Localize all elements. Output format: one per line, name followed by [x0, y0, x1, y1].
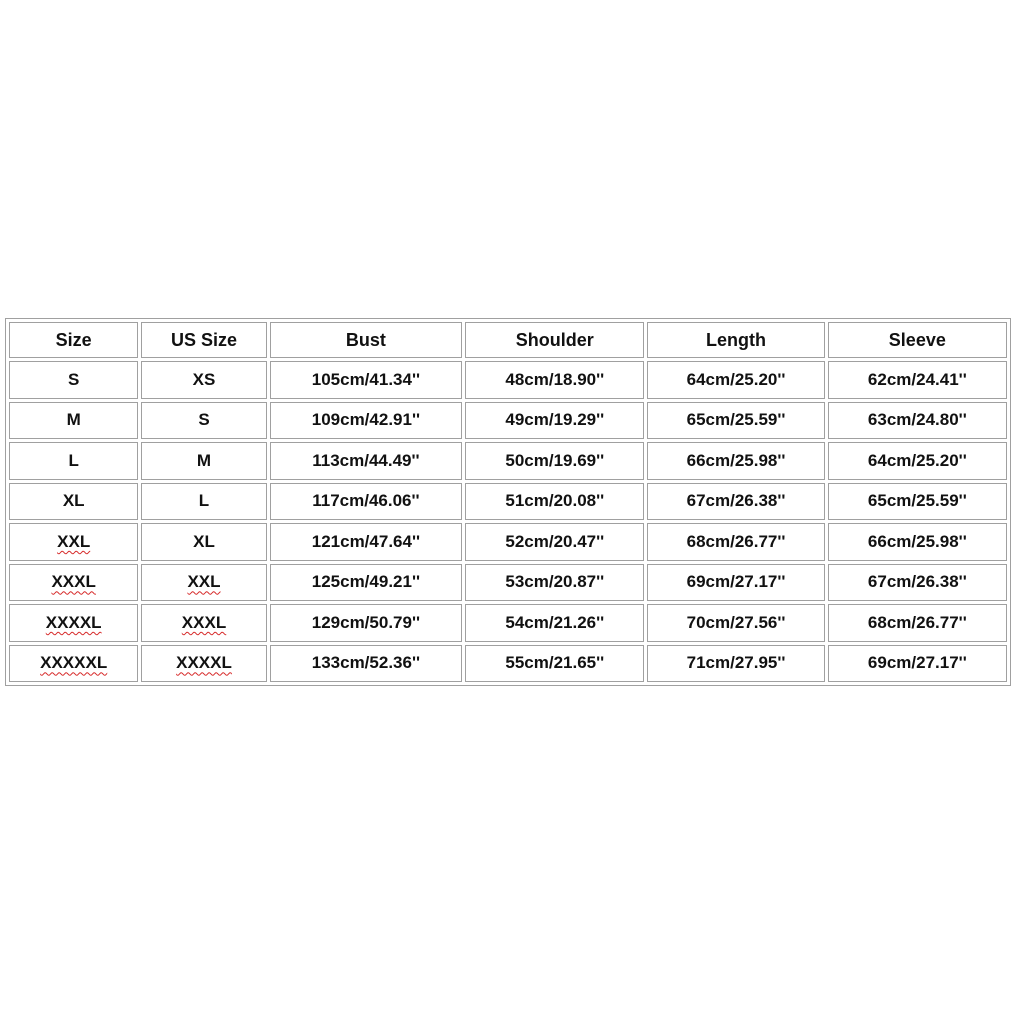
spellcheck-marked-text: XXXXXL	[40, 653, 108, 673]
cell-size: S	[9, 361, 138, 399]
cell-us-size	[141, 604, 266, 642]
cell-sleeve: 69cm/27.17''	[828, 645, 1007, 683]
spellcheck-marked-text: XXXL	[181, 612, 227, 632]
cell-length: 66cm/25.98''	[647, 442, 824, 480]
cell-bust: 105cm/41.34''	[270, 361, 463, 399]
cell-bust: 129cm/50.79''	[270, 604, 463, 642]
cell-us-size: XS	[141, 361, 266, 399]
cell-us-size: L	[141, 483, 266, 521]
cell-us-size	[141, 645, 266, 683]
cell-bust: 121cm/47.64''	[270, 523, 463, 561]
cell-bust: 133cm/52.36''	[270, 645, 463, 683]
cell-us-size	[141, 564, 266, 602]
cell-length: 64cm/25.20''	[647, 361, 824, 399]
cell-sleeve: 68cm/26.77''	[828, 604, 1007, 642]
cell-length: 71cm/27.95''	[647, 645, 824, 683]
spellcheck-marked-text: XXXL	[51, 572, 96, 592]
cell-size: XL	[9, 483, 138, 521]
cell-bust: 117cm/46.06''	[270, 483, 463, 521]
header-length: Length	[647, 322, 824, 358]
header-shoulder: Shoulder	[465, 322, 644, 358]
table-row	[9, 645, 1007, 683]
cell-sleeve: 66cm/25.98''	[828, 523, 1007, 561]
cell-us-size: M	[141, 442, 266, 480]
header-sleeve: Sleeve	[828, 322, 1007, 358]
cell-shoulder: 50cm/19.69''	[465, 442, 644, 480]
table-row	[9, 483, 1007, 521]
cell-shoulder: 54cm/21.26''	[465, 604, 644, 642]
cell-length: 67cm/26.38''	[647, 483, 824, 521]
cell-sleeve: 67cm/26.38''	[828, 564, 1007, 602]
cell-bust: 109cm/42.91''	[270, 402, 463, 440]
cell-size	[9, 523, 138, 561]
cell-shoulder: 51cm/20.08''	[465, 483, 644, 521]
cell-shoulder: 49cm/19.29''	[465, 402, 644, 440]
table-row	[9, 361, 1007, 399]
cell-size	[9, 564, 138, 602]
cell-length: 68cm/26.77''	[647, 523, 824, 561]
table-row	[9, 604, 1007, 642]
header-bust: Bust	[270, 322, 463, 358]
cell-sleeve: 63cm/24.80''	[828, 402, 1007, 440]
header-us-size: US Size	[141, 322, 266, 358]
cell-shoulder: 55cm/21.65''	[465, 645, 644, 683]
cell-sleeve: 65cm/25.59''	[828, 483, 1007, 521]
table-row	[9, 564, 1007, 602]
cell-length: 70cm/27.56''	[647, 604, 824, 642]
cell-size: L	[9, 442, 138, 480]
cell-size: M	[9, 402, 138, 440]
cell-size	[9, 645, 138, 683]
cell-length: 69cm/27.17''	[647, 564, 824, 602]
table-row	[9, 523, 1007, 561]
table-row	[9, 442, 1007, 480]
cell-us-size: XL	[141, 523, 266, 561]
cell-shoulder: 52cm/20.47''	[465, 523, 644, 561]
cell-size	[9, 604, 138, 642]
spellcheck-marked-text: XXL	[187, 572, 221, 592]
header-row	[9, 322, 1007, 358]
size-table	[6, 319, 1010, 685]
spellcheck-marked-text: XXXXL	[176, 653, 232, 673]
header-size: Size	[9, 322, 138, 358]
spellcheck-marked-text: XXXXL	[45, 612, 102, 632]
cell-sleeve: 62cm/24.41''	[828, 361, 1007, 399]
spellcheck-marked-text: XXL	[57, 531, 91, 551]
table-row	[9, 402, 1007, 440]
size-chart	[5, 318, 1011, 686]
cell-sleeve: 64cm/25.20''	[828, 442, 1007, 480]
cell-us-size: S	[141, 402, 266, 440]
cell-bust: 125cm/49.21''	[270, 564, 463, 602]
cell-shoulder: 48cm/18.90''	[465, 361, 644, 399]
cell-bust: 113cm/44.49''	[270, 442, 463, 480]
cell-shoulder: 53cm/20.87''	[465, 564, 644, 602]
size-table-body	[9, 361, 1007, 682]
cell-length: 65cm/25.59''	[647, 402, 824, 440]
